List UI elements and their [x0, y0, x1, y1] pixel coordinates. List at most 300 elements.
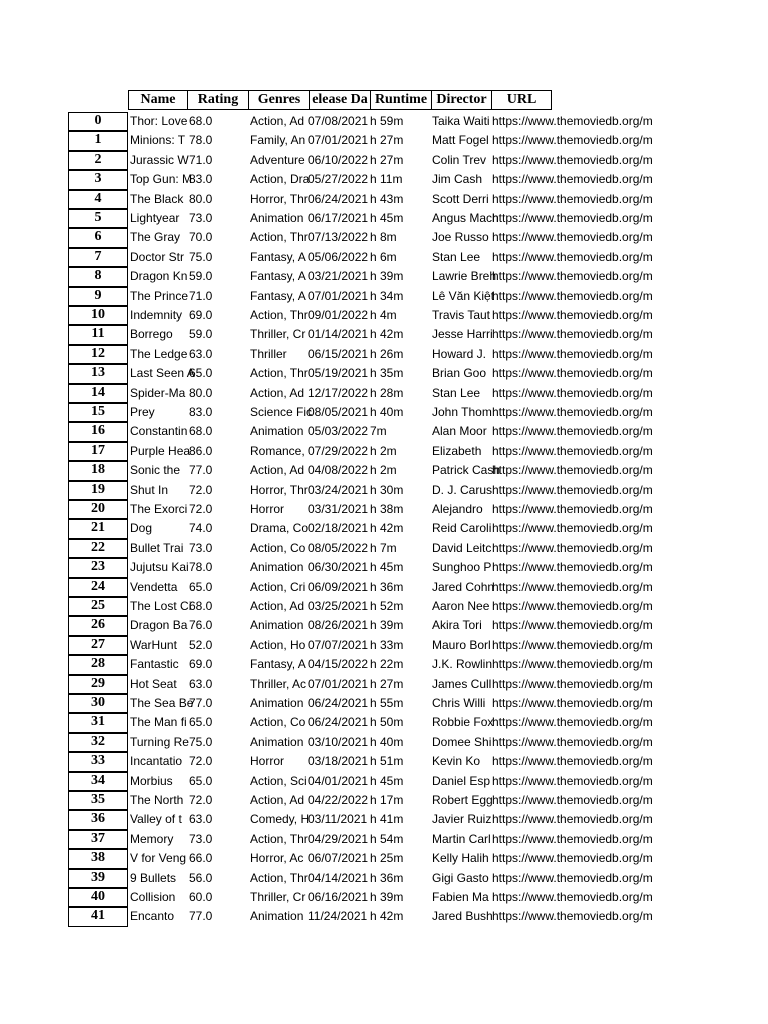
- cell-name[interactable]: V for Veng: [130, 851, 187, 866]
- cell-runtime[interactable]: h 33m: [370, 637, 404, 652]
- cell-release-date[interactable]: 06/10/2022: [308, 152, 369, 167]
- cell-url[interactable]: https://www.themoviedb.org/m: [492, 618, 653, 633]
- cell-rating[interactable]: 73.0: [189, 831, 213, 846]
- cell-rating[interactable]: 68.0: [189, 114, 213, 128]
- header-genres[interactable]: Genres: [248, 90, 310, 110]
- cell-director[interactable]: James Cull: [432, 676, 492, 691]
- row-index[interactable]: 27: [68, 636, 128, 655]
- cell-genres[interactable]: Family, An: [250, 133, 306, 148]
- cell-director[interactable]: Scott Derri: [432, 191, 489, 206]
- cell-url[interactable]: https://www.themoviedb.org/m: [492, 715, 653, 730]
- cell-runtime[interactable]: h 17m: [370, 793, 404, 807]
- cell-runtime[interactable]: h 35m: [370, 366, 404, 381]
- row-index[interactable]: 3: [68, 170, 128, 189]
- cell-genres[interactable]: Action, Ad: [250, 793, 305, 807]
- row-index[interactable]: 40: [68, 888, 128, 907]
- cell-runtime[interactable]: h 2m: [370, 443, 397, 458]
- cell-release-date[interactable]: 03/18/2021: [308, 754, 369, 769]
- cell-name[interactable]: Lightyear: [130, 211, 180, 225]
- row-index[interactable]: 22: [68, 539, 128, 558]
- cell-genres[interactable]: Fantasy, A: [250, 657, 306, 672]
- cell-release-date[interactable]: 06/30/2021: [308, 560, 369, 575]
- cell-release-date[interactable]: 07/01/2021: [308, 288, 369, 303]
- cell-url[interactable]: https://www.themoviedb.org/m: [492, 269, 653, 284]
- row-index[interactable]: 38: [68, 849, 128, 868]
- cell-genres[interactable]: Thriller, Ac: [250, 676, 307, 691]
- row-index[interactable]: 12: [68, 345, 128, 364]
- cell-url[interactable]: https://www.themoviedb.org/m: [492, 831, 653, 846]
- cell-release-date[interactable]: 06/24/2021: [308, 696, 369, 710]
- cell-runtime[interactable]: h 45m: [370, 211, 404, 225]
- cell-director[interactable]: Lawrie Breh: [432, 269, 497, 284]
- row-index[interactable]: 18: [68, 461, 128, 480]
- cell-director[interactable]: Jesse Harri: [432, 327, 493, 342]
- cell-rating[interactable]: 71.0: [189, 152, 213, 167]
- cell-genres[interactable]: Thriller: [250, 346, 287, 361]
- cell-name[interactable]: 9 Bullets: [130, 870, 177, 885]
- header-url[interactable]: URL: [491, 90, 552, 110]
- cell-genres[interactable]: Comedy, H: [250, 812, 310, 827]
- cell-director[interactable]: Aaron Nee: [432, 599, 490, 613]
- cell-rating[interactable]: 83.0: [189, 405, 213, 419]
- row-index[interactable]: 16: [68, 422, 128, 441]
- cell-url[interactable]: https://www.themoviedb.org/m: [492, 851, 653, 866]
- cell-name[interactable]: Fantastic: [130, 657, 179, 672]
- cell-rating[interactable]: 83.0: [189, 172, 213, 187]
- cell-director[interactable]: Elizabeth: [432, 443, 482, 458]
- cell-genres[interactable]: Science Fic: [250, 405, 313, 419]
- cell-genres[interactable]: Adventure: [250, 152, 305, 167]
- cell-rating[interactable]: 68.0: [189, 599, 213, 613]
- cell-name[interactable]: The Lost Ci: [130, 599, 192, 613]
- cell-runtime[interactable]: h 39m: [370, 618, 404, 633]
- cell-url[interactable]: https://www.themoviedb.org/m: [492, 152, 653, 167]
- cell-runtime[interactable]: h 42m: [370, 909, 404, 924]
- cell-genres[interactable]: Action, Ad: [250, 114, 305, 128]
- cell-director[interactable]: J.K. Rowlin: [432, 657, 493, 672]
- row-index[interactable]: 39: [68, 869, 128, 888]
- cell-url[interactable]: https://www.themoviedb.org/m: [492, 191, 653, 206]
- cell-release-date[interactable]: 12/17/2022: [308, 385, 369, 400]
- cell-release-date[interactable]: 04/08/2022: [308, 463, 369, 478]
- cell-name[interactable]: Jujutsu Kai: [130, 560, 189, 575]
- cell-genres[interactable]: Animation: [250, 211, 304, 225]
- cell-name[interactable]: Borrego: [130, 327, 173, 342]
- cell-release-date[interactable]: 03/24/2021: [308, 482, 369, 497]
- cell-director[interactable]: Daniel Esp: [432, 773, 491, 788]
- cell-runtime[interactable]: h 7m: [370, 540, 397, 555]
- cell-runtime[interactable]: h 4m: [370, 308, 397, 322]
- row-index[interactable]: 9: [68, 287, 128, 306]
- cell-director[interactable]: Travis Taut: [432, 308, 491, 322]
- cell-url[interactable]: https://www.themoviedb.org/m: [492, 540, 653, 555]
- cell-runtime[interactable]: h 42m: [370, 521, 404, 536]
- cell-release-date[interactable]: 04/01/2021: [308, 773, 369, 788]
- cell-name[interactable]: Memory: [130, 831, 174, 846]
- cell-director[interactable]: Robert Egg: [432, 793, 493, 807]
- cell-release-date[interactable]: 03/10/2021: [308, 734, 369, 749]
- cell-director[interactable]: Javier Ruiz: [432, 812, 492, 827]
- cell-release-date[interactable]: 06/07/2021: [308, 851, 369, 866]
- cell-name[interactable]: Doctor Str: [130, 249, 185, 264]
- cell-release-date[interactable]: 09/01/2022: [308, 308, 369, 322]
- row-index[interactable]: 5: [68, 209, 128, 228]
- row-index[interactable]: 23: [68, 558, 128, 577]
- cell-runtime[interactable]: h 50m: [370, 715, 404, 730]
- cell-release-date[interactable]: 06/24/2021: [308, 191, 369, 206]
- cell-genres[interactable]: Animation: [250, 618, 304, 633]
- cell-rating[interactable]: 59.0: [189, 269, 213, 284]
- cell-runtime[interactable]: h 59m: [370, 114, 404, 128]
- cell-runtime[interactable]: h 26m: [370, 346, 404, 361]
- cell-director[interactable]: Stan Lee: [432, 385, 481, 400]
- cell-url[interactable]: https://www.themoviedb.org/m: [492, 773, 653, 788]
- cell-genres[interactable]: Animation: [250, 424, 304, 439]
- cell-release-date[interactable]: 07/01/2021: [308, 676, 369, 691]
- cell-genres[interactable]: Action, Sci: [250, 773, 307, 788]
- cell-genres[interactable]: Action, Thr: [250, 870, 308, 885]
- cell-release-date[interactable]: 03/25/2021: [308, 599, 369, 613]
- cell-name[interactable]: Indemnity: [130, 308, 183, 322]
- cell-url[interactable]: https://www.themoviedb.org/m: [492, 909, 653, 924]
- cell-release-date[interactable]: 01/14/2021: [308, 327, 369, 342]
- row-index[interactable]: 33: [68, 752, 128, 771]
- cell-url[interactable]: https://www.themoviedb.org/m: [492, 657, 653, 672]
- cell-director[interactable]: Fabien Ma: [432, 890, 489, 904]
- cell-release-date[interactable]: 03/11/2021: [308, 812, 368, 827]
- cell-director[interactable]: Sunghoo P: [432, 560, 492, 575]
- cell-runtime[interactable]: h 36m: [370, 870, 404, 885]
- cell-rating[interactable]: 60.0: [189, 890, 213, 904]
- cell-genres[interactable]: Action, Ad: [250, 599, 305, 613]
- row-index[interactable]: 15: [68, 403, 128, 422]
- cell-rating[interactable]: 69.0: [189, 657, 213, 672]
- cell-director[interactable]: Jim Cash: [432, 172, 483, 187]
- cell-name[interactable]: Top Gun: M: [130, 172, 193, 187]
- row-index[interactable]: 0: [68, 112, 128, 131]
- cell-name[interactable]: Encanto: [130, 909, 175, 924]
- cell-genres[interactable]: Action, Ad: [250, 385, 305, 400]
- cell-name[interactable]: Thor: Love: [130, 114, 188, 128]
- cell-director[interactable]: Taika Waiti: [432, 114, 490, 128]
- cell-url[interactable]: https://www.themoviedb.org/m: [492, 482, 653, 497]
- cell-rating[interactable]: 65.0: [189, 715, 213, 730]
- cell-url[interactable]: https://www.themoviedb.org/m: [492, 599, 653, 613]
- cell-genres[interactable]: Horror, Thr: [250, 191, 308, 206]
- cell-url[interactable]: https://www.themoviedb.org/m: [492, 696, 653, 710]
- cell-runtime[interactable]: h 55m: [370, 696, 404, 710]
- cell-director[interactable]: Colin Trev: [432, 152, 487, 167]
- header-director[interactable]: Director: [431, 90, 492, 110]
- row-index[interactable]: 7: [68, 248, 128, 267]
- cell-runtime[interactable]: h 36m: [370, 579, 404, 594]
- cell-rating[interactable]: 73.0: [189, 211, 213, 225]
- cell-runtime[interactable]: h 34m: [370, 288, 404, 303]
- cell-genres[interactable]: Fantasy, A: [250, 288, 306, 303]
- cell-url[interactable]: https://www.themoviedb.org/m: [492, 288, 653, 303]
- cell-url[interactable]: https://www.themoviedb.org/m: [492, 172, 653, 187]
- cell-release-date[interactable]: 05/27/2022: [308, 172, 369, 187]
- cell-runtime[interactable]: h 52m: [370, 599, 404, 613]
- cell-release-date[interactable]: 05/03/2022: [308, 424, 369, 439]
- cell-name[interactable]: The Prince: [130, 288, 189, 303]
- cell-url[interactable]: https://www.themoviedb.org/m: [492, 230, 653, 245]
- header-rating[interactable]: Rating: [187, 90, 249, 110]
- row-index[interactable]: 35: [68, 791, 128, 810]
- cell-url[interactable]: https://www.themoviedb.org/m: [492, 734, 653, 749]
- row-index[interactable]: 17: [68, 442, 128, 461]
- cell-director[interactable]: Angus Mach: [432, 211, 499, 225]
- cell-director[interactable]: Jared Cohn: [432, 579, 495, 594]
- cell-genres[interactable]: Action, Thr: [250, 366, 308, 381]
- cell-director[interactable]: Mauro Borl: [432, 637, 491, 652]
- cell-rating[interactable]: 78.0: [189, 133, 213, 148]
- cell-runtime[interactable]: h 11m: [370, 172, 403, 187]
- cell-rating[interactable]: 72.0: [189, 754, 213, 769]
- cell-url[interactable]: https://www.themoviedb.org/m: [492, 676, 653, 691]
- cell-director[interactable]: Joe Russo: [432, 230, 489, 245]
- row-index[interactable]: 41: [68, 907, 128, 926]
- cell-runtime[interactable]: h 45m: [370, 773, 404, 788]
- cell-rating[interactable]: 73.0: [189, 540, 213, 555]
- cell-rating[interactable]: 59.0: [189, 327, 213, 342]
- cell-rating[interactable]: 52.0: [189, 637, 213, 652]
- cell-director[interactable]: D. J. Carus: [432, 482, 493, 497]
- cell-director[interactable]: Stan Lee: [432, 249, 481, 264]
- row-index[interactable]: 31: [68, 713, 128, 732]
- cell-genres[interactable]: Thriller, Cr: [250, 327, 306, 342]
- cell-genres[interactable]: Animation: [250, 734, 304, 749]
- row-index[interactable]: 36: [68, 810, 128, 829]
- header-name[interactable]: Name: [128, 90, 188, 110]
- cell-release-date[interactable]: 06/16/2021: [308, 890, 369, 904]
- cell-name[interactable]: The Black: [130, 191, 184, 206]
- cell-runtime[interactable]: h 51m: [370, 754, 404, 769]
- cell-genres[interactable]: Horror: [250, 754, 285, 769]
- cell-genres[interactable]: Fantasy, A: [250, 269, 306, 284]
- cell-director[interactable]: Matt Fogel: [432, 133, 489, 148]
- cell-release-date[interactable]: 08/26/2021: [308, 618, 369, 633]
- cell-runtime[interactable]: h 39m: [370, 269, 404, 284]
- cell-genres[interactable]: Horror: [250, 502, 285, 516]
- cell-name[interactable]: Morbius: [130, 773, 173, 788]
- cell-release-date[interactable]: 02/18/2021: [308, 521, 369, 536]
- row-index[interactable]: 24: [68, 578, 128, 597]
- cell-release-date[interactable]: 05/06/2022: [308, 249, 369, 264]
- cell-release-date[interactable]: 07/01/2021: [308, 133, 369, 148]
- cell-name[interactable]: Incantatio: [130, 754, 183, 769]
- cell-rating[interactable]: 77.0: [189, 909, 213, 924]
- cell-url[interactable]: https://www.themoviedb.org/m: [492, 133, 653, 148]
- cell-director[interactable]: Akira Tori: [432, 618, 482, 633]
- cell-url[interactable]: https://www.themoviedb.org/m: [492, 754, 653, 769]
- cell-runtime[interactable]: h 41m: [370, 812, 404, 827]
- cell-rating[interactable]: 72.0: [189, 482, 213, 497]
- cell-url[interactable]: https://www.themoviedb.org/m: [492, 385, 653, 400]
- row-index[interactable]: 6: [68, 228, 128, 247]
- cell-rating[interactable]: 65.0: [189, 773, 213, 788]
- cell-url[interactable]: https://www.themoviedb.org/m: [492, 249, 653, 264]
- header-runtime[interactable]: Runtime: [370, 90, 432, 110]
- row-index[interactable]: 13: [68, 364, 128, 383]
- cell-release-date[interactable]: 07/29/2022: [308, 443, 369, 458]
- cell-genres[interactable]: Action, Cri: [250, 579, 306, 594]
- cell-name[interactable]: The Sea Be: [130, 696, 194, 710]
- cell-genres[interactable]: Action, Co: [250, 715, 306, 730]
- cell-rating[interactable]: 86.0: [189, 443, 213, 458]
- row-index[interactable]: 34: [68, 772, 128, 791]
- cell-release-date[interactable]: 07/08/2021: [308, 114, 369, 128]
- cell-runtime[interactable]: h 30m: [370, 482, 404, 497]
- cell-name[interactable]: Spider-Ma: [130, 385, 186, 400]
- cell-runtime[interactable]: h 8m: [370, 230, 397, 245]
- cell-name[interactable]: Dragon Kn: [130, 269, 188, 284]
- cell-director[interactable]: Lê Văn Kiệt: [432, 288, 495, 303]
- cell-name[interactable]: The Gray: [130, 230, 181, 245]
- cell-runtime[interactable]: h 25m: [370, 851, 404, 866]
- cell-rating[interactable]: 78.0: [189, 560, 213, 575]
- cell-release-date[interactable]: 11/24/2021: [308, 909, 368, 924]
- cell-director[interactable]: Domee Shi: [432, 734, 492, 749]
- cell-runtime[interactable]: h 40m: [370, 405, 404, 419]
- cell-url[interactable]: https://www.themoviedb.org/m: [492, 327, 653, 342]
- cell-runtime[interactable]: h 2m: [370, 463, 397, 478]
- cell-release-date[interactable]: 04/22/2022: [308, 793, 369, 807]
- cell-runtime[interactable]: h 38m: [370, 502, 404, 516]
- cell-rating[interactable]: 75.0: [189, 249, 213, 264]
- cell-url[interactable]: https://www.themoviedb.org/m: [492, 443, 653, 458]
- cell-url[interactable]: https://www.themoviedb.org/m: [492, 637, 653, 652]
- cell-director[interactable]: Robbie Fox: [432, 715, 494, 730]
- cell-genres[interactable]: Action, Ad: [250, 463, 305, 478]
- cell-name[interactable]: Prey: [130, 405, 155, 419]
- cell-url[interactable]: https://www.themoviedb.org/m: [492, 793, 653, 807]
- cell-director[interactable]: Alan Moor: [432, 424, 487, 439]
- cell-rating[interactable]: 68.0: [189, 424, 213, 439]
- cell-director[interactable]: Martin Carl: [432, 831, 491, 846]
- cell-genres[interactable]: Action, Ho: [250, 637, 306, 652]
- cell-runtime[interactable]: h 27m: [370, 133, 404, 148]
- cell-rating[interactable]: 75.0: [189, 734, 213, 749]
- cell-release-date[interactable]: 08/05/2021: [308, 405, 369, 419]
- cell-director[interactable]: Howard J.: [432, 346, 487, 361]
- cell-rating[interactable]: 72.0: [189, 502, 213, 516]
- cell-url[interactable]: https://www.themoviedb.org/m: [492, 424, 653, 439]
- row-index[interactable]: 29: [68, 675, 128, 694]
- cell-name[interactable]: Constantin: [130, 424, 188, 439]
- cell-name[interactable]: Valley of t: [130, 812, 182, 827]
- cell-runtime[interactable]: h 6m: [370, 249, 397, 264]
- cell-release-date[interactable]: 03/21/2021: [308, 269, 369, 284]
- cell-release-date[interactable]: 07/13/2022: [308, 230, 369, 245]
- cell-name[interactable]: Dragon Ba: [130, 618, 188, 633]
- header-release-date[interactable]: elease Da: [309, 90, 371, 110]
- cell-genres[interactable]: Fantasy, A: [250, 249, 306, 264]
- cell-genres[interactable]: Animation: [250, 696, 304, 710]
- cell-release-date[interactable]: 08/05/2022: [308, 540, 369, 555]
- cell-runtime[interactable]: h 40m: [370, 734, 404, 749]
- cell-genres[interactable]: Thriller, Cr: [250, 890, 306, 904]
- cell-name[interactable]: Bullet Trai: [130, 540, 184, 555]
- cell-url[interactable]: https://www.themoviedb.org/m: [492, 211, 653, 225]
- cell-url[interactable]: https://www.themoviedb.org/m: [492, 579, 653, 594]
- cell-rating[interactable]: 63.0: [189, 346, 213, 361]
- cell-release-date[interactable]: 04/14/2021: [308, 870, 369, 885]
- cell-rating[interactable]: 74.0: [189, 521, 213, 536]
- row-index[interactable]: 4: [68, 190, 128, 209]
- cell-genres[interactable]: Action, Thr: [250, 831, 308, 846]
- row-index[interactable]: 21: [68, 519, 128, 538]
- cell-rating[interactable]: 65.0: [189, 579, 213, 594]
- cell-name[interactable]: The Ledge: [130, 346, 188, 361]
- cell-url[interactable]: https://www.themoviedb.org/m: [492, 346, 653, 361]
- cell-name[interactable]: Vendetta: [130, 579, 178, 594]
- cell-rating[interactable]: 77.0: [189, 463, 213, 478]
- cell-genres[interactable]: Animation: [250, 909, 304, 924]
- cell-name[interactable]: Hot Seat: [130, 676, 177, 691]
- row-index[interactable]: 25: [68, 597, 128, 616]
- row-index[interactable]: 26: [68, 616, 128, 635]
- cell-name[interactable]: Collision: [130, 890, 176, 904]
- cell-url[interactable]: https://www.themoviedb.org/m: [492, 366, 653, 381]
- cell-runtime[interactable]: h 27m: [370, 676, 404, 691]
- cell-genres[interactable]: Horror, Ac: [250, 851, 304, 866]
- cell-director[interactable]: Jared Bush: [432, 909, 493, 924]
- cell-runtime[interactable]: h 54m: [370, 831, 404, 846]
- row-index[interactable]: 37: [68, 830, 128, 849]
- cell-director[interactable]: Kelly Halih: [432, 851, 489, 866]
- cell-genres[interactable]: Action, Thr: [250, 230, 308, 245]
- cell-director[interactable]: Alejandro: [432, 502, 483, 516]
- cell-genres[interactable]: Action, Co: [250, 540, 306, 555]
- cell-director[interactable]: Gigi Gasto: [432, 870, 489, 885]
- row-index[interactable]: 30: [68, 694, 128, 713]
- cell-rating[interactable]: 63.0: [189, 812, 213, 827]
- cell-rating[interactable]: 63.0: [189, 676, 213, 691]
- row-index[interactable]: 20: [68, 500, 128, 519]
- row-index[interactable]: 1: [68, 131, 128, 150]
- cell-rating[interactable]: 70.0: [189, 230, 213, 245]
- row-index[interactable]: 14: [68, 384, 128, 403]
- cell-rating[interactable]: 71.0: [189, 288, 213, 303]
- cell-director[interactable]: John Thom: [432, 405, 492, 419]
- cell-release-date[interactable]: 04/29/2021: [308, 831, 369, 846]
- row-index[interactable]: 8: [68, 267, 128, 286]
- cell-name[interactable]: Shut In: [130, 482, 169, 497]
- cell-rating[interactable]: 76.0: [189, 618, 213, 633]
- cell-name[interactable]: Dog: [130, 521, 153, 536]
- cell-url[interactable]: https://www.themoviedb.org/m: [492, 521, 653, 536]
- cell-rating[interactable]: 80.0: [189, 191, 213, 206]
- cell-runtime[interactable]: h 28m: [370, 385, 404, 400]
- cell-release-date[interactable]: 06/24/2021: [308, 715, 369, 730]
- cell-url[interactable]: https://www.themoviedb.org/m: [492, 812, 653, 827]
- cell-name[interactable]: Sonic the: [130, 463, 181, 478]
- cell-director[interactable]: Patrick Cash: [432, 463, 501, 478]
- row-index[interactable]: 10: [68, 306, 128, 325]
- cell-genres[interactable]: Romance,: [250, 443, 305, 458]
- cell-runtime[interactable]: h 22m: [370, 657, 404, 672]
- cell-release-date[interactable]: 03/31/2021: [308, 502, 369, 516]
- cell-release-date[interactable]: 07/07/2021: [308, 637, 369, 652]
- row-index[interactable]: 2: [68, 151, 128, 170]
- cell-url[interactable]: https://www.themoviedb.org/m: [492, 560, 653, 575]
- cell-director[interactable]: Kevin Ko: [432, 754, 481, 769]
- cell-runtime[interactable]: h 27m: [370, 152, 404, 167]
- cell-genres[interactable]: Action, Thr: [250, 308, 308, 322]
- cell-url[interactable]: https://www.themoviedb.org/m: [492, 502, 653, 516]
- cell-runtime[interactable]: h 42m: [370, 327, 404, 342]
